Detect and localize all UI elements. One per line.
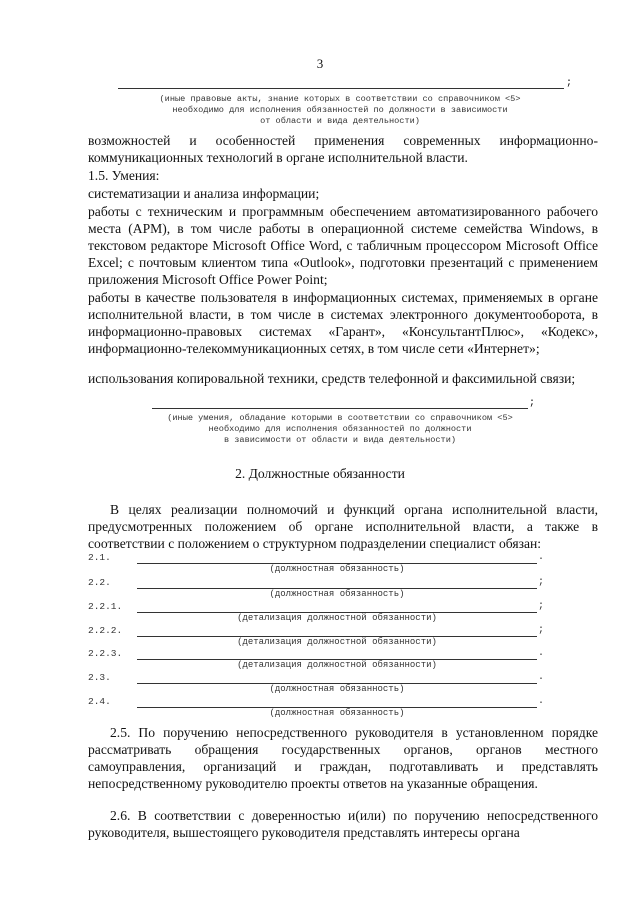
duty-line-tail: . xyxy=(538,648,545,659)
duty-line-tail: ; xyxy=(538,625,545,636)
skill-item: работы в качестве пользователя в информационных системах, применяемых в органе исполнительной власти, в том числе в системах электронного документооборота, в информационно-правовых системах «Гарант», «КонсультантПлюс», «Кодекс», информационно-телекоммуникационных сетях, в том числе сети «Интернет»; xyxy=(88,290,598,356)
form-hint-line: необходимо для исполнения обязанностей по должности xyxy=(208,424,472,434)
duty-number: 2.3. xyxy=(88,672,111,683)
skill-item: использования копировальной техники, средств телефонной и факсимильной связи; xyxy=(88,371,576,386)
form-hint-note xyxy=(100,413,580,446)
form-hint-line: (иные правовые акты, знание которых в соответствии со справочником <5> xyxy=(159,94,521,104)
page-number: 3 xyxy=(316,56,324,71)
form-hint-line: (иные умения, обладание которыми в соответствии со справочником <5> xyxy=(167,413,513,423)
duty-field-label: (детализация должностной обязанности) xyxy=(237,613,437,623)
duty-line-tail: . xyxy=(538,552,545,563)
fill-in-line xyxy=(152,408,528,409)
fill-in-line xyxy=(118,88,564,89)
duty-line-tail: ; xyxy=(538,601,545,612)
section-1-5-title: 1.5. Умения: xyxy=(88,168,160,183)
duty-number: 2.2.2. xyxy=(88,625,123,636)
duty-number: 2.2. xyxy=(88,577,111,588)
knowledge-paragraph-tail: возможностей и особенностей применения современных информационно-коммуникационных технологий в органе исполнительной власти. xyxy=(88,133,598,165)
form-hint-line: в зависимости от области и вида деятельности) xyxy=(223,435,457,445)
section-2-heading: 2. Должностные обязанности xyxy=(235,466,405,481)
duty-number: 2.2.1. xyxy=(88,601,123,612)
duty-line-tail: . xyxy=(538,672,545,683)
duty-field-label: (детализация должностной обязанности) xyxy=(237,660,437,670)
form-hint-note xyxy=(100,94,580,127)
skill-item: систематизации и анализа информации; xyxy=(88,186,320,201)
form-hint-line: необходимо для исполнения обязанностей по должности в зависимости xyxy=(172,105,508,115)
fill-in-tail: ; xyxy=(529,398,536,409)
duty-number: 2.2.3. xyxy=(88,648,123,659)
paragraph-2-5: 2.5. По поручению непосредственного руководителя в установленном порядке рассматривать обращения государственных органов, органов местного самоуправления, организаций и граждан, подготавливать и представлять непосредственному руководителю проекты ответов на указанные обращения. xyxy=(88,725,598,791)
duty-field-label: (детализация должностной обязанности) xyxy=(237,637,437,647)
duty-field-label: (должностная обязанность) xyxy=(269,684,405,694)
duty-line-tail: . xyxy=(538,696,545,707)
paragraph-2-6: 2.6. В соответствии с доверенностью и(или) по поручению непосредственного руководителя, вышестоящего руководителя представлять интересы органа xyxy=(88,808,598,840)
form-hint-line: от области и вида деятельности) xyxy=(260,116,420,126)
section-2-intro: В целях реализации полномочий и функций органа исполнительной власти, предусмотренных положением об органе исполнительной власти, а также в соответствии с положением о структурном подразделении специалист обязан: xyxy=(88,502,598,551)
duty-field-label: (должностная обязанность) xyxy=(269,564,405,574)
duty-field-label: (должностная обязанность) xyxy=(269,589,405,599)
duty-number: 2.1. xyxy=(88,552,111,563)
duty-number: 2.4. xyxy=(88,696,111,707)
duty-line-tail: ; xyxy=(538,577,545,588)
skill-item: работы с техническим и программным обеспечением автоматизированного рабочего места (АРМ), в том числе работы в операционной системе семейства Windows, в текстовом редакторе Microsoft Office Word, с табличным процессором Microsoft Office Excel; с почтовым клиентом типа «Outlook», подготовки презентаций с применением приложения Microsoft Office Power Point; xyxy=(88,204,598,287)
duty-field-label: (должностная обязанность) xyxy=(269,708,405,718)
fill-in-tail: ; xyxy=(566,78,573,89)
